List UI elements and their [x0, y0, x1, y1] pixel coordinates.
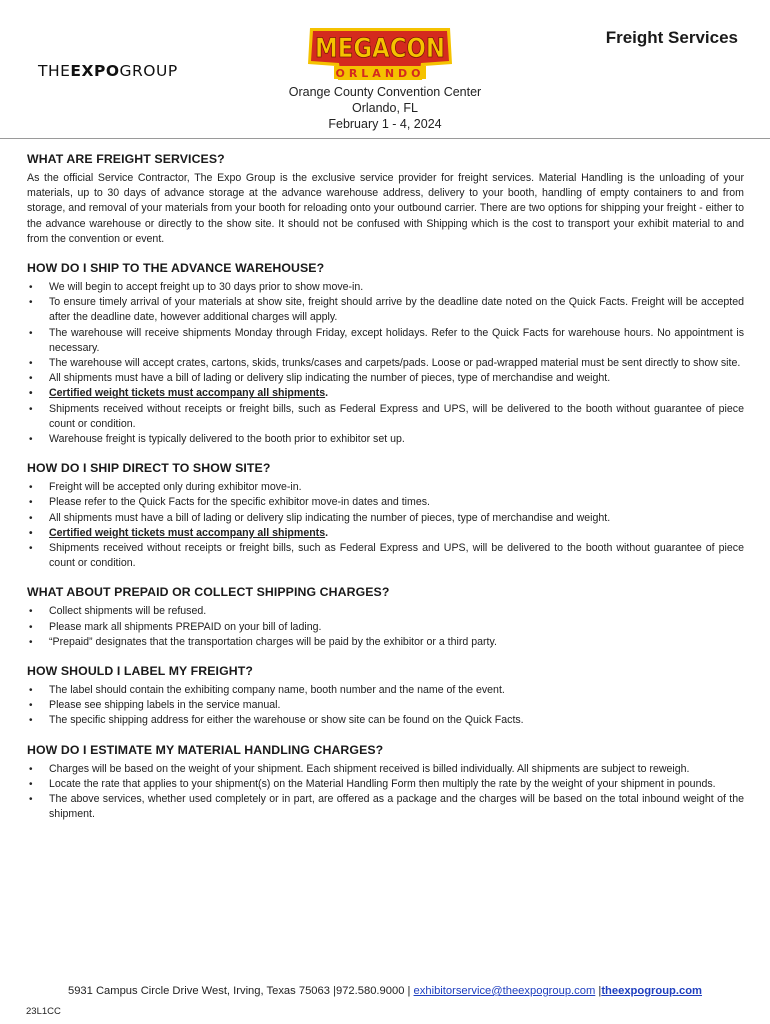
bullet-list — [27, 280, 744, 447]
footer-email-link[interactable]: exhibitorservice@theexpogroup.com — [413, 985, 596, 997]
emphasis-text: Certified weight tickets must accompany all shipments — [49, 526, 326, 539]
section-heading: HOW DO I SHIP TO THE ADVANCE WAREHOUSE? — [27, 261, 325, 276]
header-divider — [0, 138, 770, 139]
section-heading: HOW SHOULD I LABEL MY FREIGHT? — [27, 664, 253, 679]
list-item: • “Prepaid” designates that the transportation charges will be paid by the exhibitor or a third party. — [27, 635, 744, 650]
venue-city: Orlando, FL — [351, 101, 418, 115]
section-prepaid-collect — [27, 585, 744, 650]
list-item: • The warehouse will accept crates, cartons, skids, trunks/cases and carpets/pads. Loose or pad-wrapped material must be sent directly to show site. — [27, 356, 744, 371]
list-item: • Locate the rate that applies to your shipment(s) on the Material Handling Form then multiply the rate by the weight of your shipment in pounds. — [27, 777, 744, 792]
section-direct-to-show-site — [27, 461, 744, 571]
page-title: Freight Services — [605, 28, 738, 47]
logo-part-the: THE — [38, 62, 71, 80]
footer-website-link[interactable]: theexpogroup.com — [601, 985, 703, 997]
section-heading: HOW DO I ESTIMATE MY MATERIAL HANDLING CHARGES? — [27, 742, 384, 757]
list-item: • The specific shipping address for either the warehouse or show site can be found on the Quick Facts. — [27, 713, 744, 728]
list-item: • Charges will be based on the weight of your shipment. Each shipment received is billed individually. All shipments are subject to reweigh. — [27, 762, 744, 777]
bullet-list — [27, 604, 744, 650]
list-item: • Shipments received without receipts or freight bills, such as Federal Express and UPS, will be delivered to the booth without guarantee of piece count or condition. — [27, 402, 744, 432]
list-item: • The above services, whether used completely or in part, are offered as a package and the charges will be based on the total inbound weight of the shipment. — [27, 792, 744, 822]
list-item: • To ensure timely arrival of your materials at show site, freight should arrive by the deadline date noted on the Quick Facts. Freight will be accepted after the deadline date, however additional charges will apply. — [27, 295, 744, 325]
section-heading: WHAT ABOUT PREPAID OR COLLECT SHIPPING CHARGES? — [27, 585, 390, 600]
emphasis-text: Certified weight tickets must accompany all shipments — [49, 387, 326, 400]
list-item: • The label should contain the exhibiting company name, booth number and the name of the event. — [27, 683, 744, 698]
list-item: • Freight will be accepted only during exhibitor move-in. — [27, 480, 744, 495]
section-estimate-charges — [27, 743, 744, 823]
section-heading: HOW DO I SHIP DIRECT TO SHOW SITE? — [27, 461, 271, 476]
bullet-list — [27, 762, 744, 823]
section-paragraph: As the official Service Contractor, The Expo Group is the exclusive service provider for freight services. Material Handling is the unloading of your materials, up to 30 days of advance storage at the advance warehouse address, delivery to your booth, handling of empty containers to and from storage, and removal of your materials from your booth for reloading onto your outbound carrier. There are two options for shipping your freight - either to the advance warehouse or directly to the show site. It should not be confused with Shipping which is the cost to transport your exhibit material to and from the convention or event. — [27, 172, 744, 245]
logo-part-group: GROUP — [119, 62, 178, 80]
section-label-freight — [27, 664, 744, 729]
venue-name: Orange County Convention Center — [288, 85, 482, 99]
footer-phone: 972.580.9000 — [335, 985, 405, 997]
page-footer — [0, 985, 770, 997]
list-item: • Please see shipping labels in the service manual. — [27, 698, 744, 713]
footer-address: 5931 Campus Circle Drive West, Irving, Texas 75063 — [67, 985, 330, 997]
list-item: • Collect shipments will be refused. — [27, 604, 744, 619]
section-what-are-freight-services — [27, 152, 744, 247]
footer-separator: | — [598, 985, 602, 997]
venue-info — [0, 84, 770, 132]
list-item-emphasis: • Certified weight tickets must accompany all shipments. — [27, 386, 744, 401]
section-advance-warehouse — [27, 261, 744, 447]
megacon-orlando-logo — [304, 24, 456, 82]
footer-separator: | — [333, 985, 336, 997]
document-code: 23L1CC — [26, 1006, 61, 1017]
section-heading: WHAT ARE FREIGHT SERVICES? — [27, 152, 225, 166]
list-item: • The warehouse will receive shipments Monday through Friday, except holidays. Refer to the Quick Facts for warehouse hours. No appointment is necessary. — [27, 326, 744, 356]
list-item: • We will begin to accept freight up to 30 days prior to show move-in. — [27, 280, 744, 295]
list-item: • Please mark all shipments PREPAID on your bill of lading. — [27, 620, 744, 635]
list-item: • All shipments must have a bill of lading or delivery slip indicating the number of pieces, type of merchandise and weight. — [27, 371, 744, 386]
list-item: • Shipments received without receipts or freight bills, such as Federal Express and UPS, will be delivered to the booth without guarantee of piece count or condition. — [27, 541, 744, 571]
logo-part-expo: EXPO — [70, 62, 120, 80]
list-item: • Please refer to the Quick Facts for the specific exhibitor move-in dates and times. — [27, 495, 744, 510]
bullet-list — [27, 683, 744, 729]
expo-group-logo — [38, 62, 178, 80]
bullet-list — [27, 480, 744, 571]
megacon-logo-top-text: MEGACON — [315, 33, 445, 64]
list-item: • Warehouse freight is typically delivered to the booth prior to exhibitor set up. — [27, 432, 744, 447]
document-body — [27, 152, 744, 837]
list-item: • All shipments must have a bill of lading or delivery slip indicating the number of pieces, type of merchandise and weight. — [27, 511, 744, 526]
megacon-logo-bottom-text: ORLANDO — [335, 67, 425, 80]
list-item-emphasis: • Certified weight tickets must accompany all shipments. — [27, 526, 744, 541]
event-dates: February 1 - 4, 2024 — [328, 117, 442, 131]
footer-separator: | — [407, 985, 411, 997]
